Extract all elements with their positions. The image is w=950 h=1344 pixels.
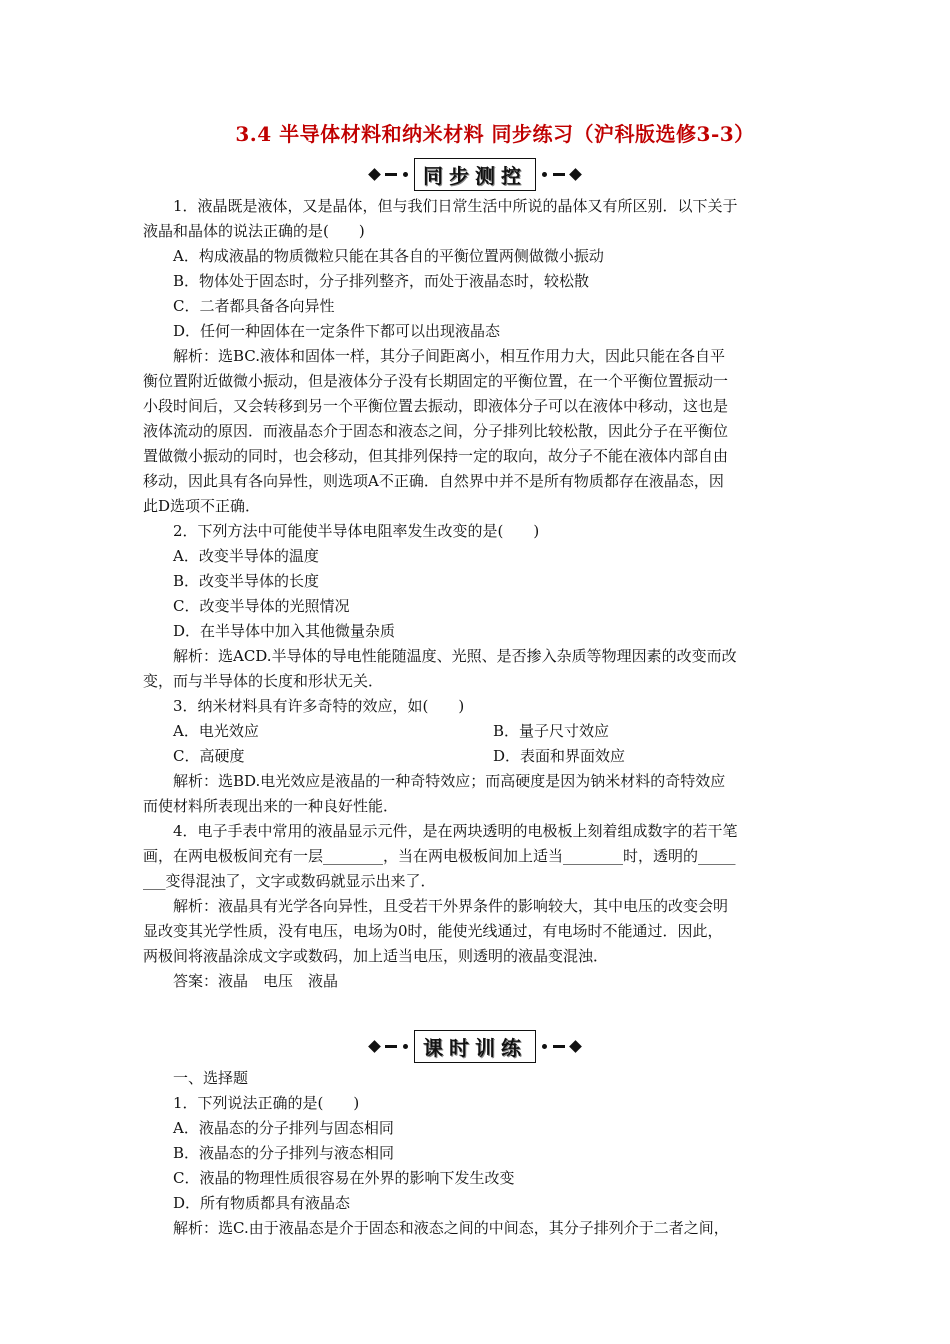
section-class-training	[173, 1066, 813, 1241]
bar-icon	[385, 173, 397, 176]
text-line: 变，而与半导体的长度和形状无关．	[143, 672, 384, 690]
diamond-icon	[368, 168, 381, 181]
dot-icon	[542, 172, 547, 177]
text-line: D．所有物质都具有液晶态	[173, 1194, 351, 1212]
text-line: 解析：选ACD.半导体的导电性能随温度、光照、是否掺入杂质等物理因素的改变而改	[173, 647, 737, 665]
text-line: B．物体处于固态时，分子排列整齐，而处于液晶态时，较松散	[173, 272, 590, 290]
text-line: 液体流动的原因．而液晶态介于固态和液态之间，分子排列比较松散，因此分子在平衡位	[143, 422, 729, 440]
diamond-icon	[368, 1040, 381, 1053]
text-line: B．液晶态的分子排列与液态相同	[173, 1144, 395, 1162]
section-sync-questions	[143, 194, 813, 994]
text-line: 液晶和晶体的说法正确的是( )	[143, 222, 365, 240]
text-line: 显改变其光学性质，没有电压，电场为0时，能使光线通过，有电场时不能通过．因此，	[143, 922, 723, 940]
bar-icon	[553, 173, 565, 176]
text-line: 移动，因此具有各向异性，则选项A不正确．自然界中并不是所有物质都存在液晶态，因	[143, 472, 724, 490]
text-line: C．改变半导体的光照情况	[173, 597, 350, 615]
diamond-icon	[569, 168, 582, 181]
banner-label: 课时训练	[414, 1030, 536, 1063]
banner-sync-test	[0, 158, 950, 188]
option-b: B．量子尺寸效应	[493, 722, 610, 740]
text-line: 3．纳米材料具有许多奇特的效应，如( )	[173, 697, 465, 715]
text-line: 2．下列方法中可能使半导体电阻率发生改变的是( )	[173, 522, 540, 540]
text-line: 而使材料所表现出来的一种良好性能．	[143, 797, 399, 815]
text-line: D．在半导体中加入其他微量杂质	[173, 622, 396, 640]
text-line: A．改变半导体的温度	[173, 547, 319, 565]
text-line: C．液晶的物理性质很容易在外界的影响下发生改变	[173, 1169, 515, 1187]
text-line: 4．电子手表中常用的液晶显示元件，是在两块透明的电极板上刻着组成数字的若干笔	[173, 822, 738, 840]
text-line: 解析：液晶具有光学各向异性，且受若干外界条件的影响较大，其中电压的改变会明	[173, 897, 729, 915]
option-row	[173, 744, 813, 769]
option-c: C．高硬度	[173, 747, 245, 765]
bar-icon	[385, 1045, 397, 1048]
text-line: C．二者都具备各向异性	[173, 297, 335, 315]
text-line: 1．液晶既是液体，又是晶体，但与我们日常生活中所说的晶体又有所区别．以下关于	[173, 197, 738, 215]
section-heading: 一、选择题	[173, 1069, 249, 1087]
text-line: A．构成液晶的物质微粒只能在其各自的平衡位置两侧做微小振动	[173, 247, 604, 265]
text-line: 置做微小振动的同时，也会移动，但其排列保持一定的取向，故分子不能在液体内部自由	[143, 447, 729, 465]
dot-icon	[403, 1044, 408, 1049]
dot-icon	[403, 172, 408, 177]
bar-icon	[553, 1045, 565, 1048]
answer-line: 答案：液晶 电压 液晶	[173, 972, 339, 990]
option-row	[173, 719, 813, 744]
text-line: 解析：选BD.电光效应是液晶的一种奇特效应；而高硬度是因为钠米材料的奇特效应	[173, 772, 726, 790]
diamond-icon	[569, 1040, 582, 1053]
option-a: A．电光效应	[173, 722, 259, 740]
text-line: A．液晶态的分子排列与固态相同	[173, 1119, 394, 1137]
banner-label: 同步测控	[414, 158, 536, 191]
banner-class-training	[0, 1030, 950, 1060]
option-d: D．表面和界面效应	[493, 747, 626, 765]
text-line: ___变得混浊了，文字或数码就显示出来了．	[143, 872, 436, 890]
text-line: 解析：选C.由于液晶态是介于固态和液态之间的中间态，其分子排列介于二者之间，	[173, 1219, 729, 1237]
text-line: B．改变半导体的长度	[173, 572, 320, 590]
text-line: 衡位置附近做微小振动，但是液体分子没有长期固定的平衡位置，在一个平衡位置振动一	[143, 372, 729, 390]
page-title: 3.4 半导体材料和纳米材料 同步练习（沪科版选修3-3）	[235, 122, 755, 146]
text-line: 画，在两电极板间充有一层________，当在两电极板间加上适当________时，透明的_____	[143, 847, 736, 865]
text-line: 1．下列说法正确的是( )	[173, 1094, 360, 1112]
text-line: 小段时间后，又会转移到另一个平衡位置去振动，即液体分子可以在液体中移动，这也是	[143, 397, 729, 415]
text-line: 解析：选BC.液体和固体一样，其分子间距离小，相互作用力大，因此只能在各自平	[173, 347, 726, 365]
text-line: 两极间将液晶涂成文字或数码，加上适当电压，则透明的液晶变混浊．	[143, 947, 609, 965]
text-line: D．任何一种固体在一定条件下都可以出现液晶态	[173, 322, 501, 340]
text-line: 此D选项不正确．	[143, 497, 261, 515]
dot-icon	[542, 1044, 547, 1049]
